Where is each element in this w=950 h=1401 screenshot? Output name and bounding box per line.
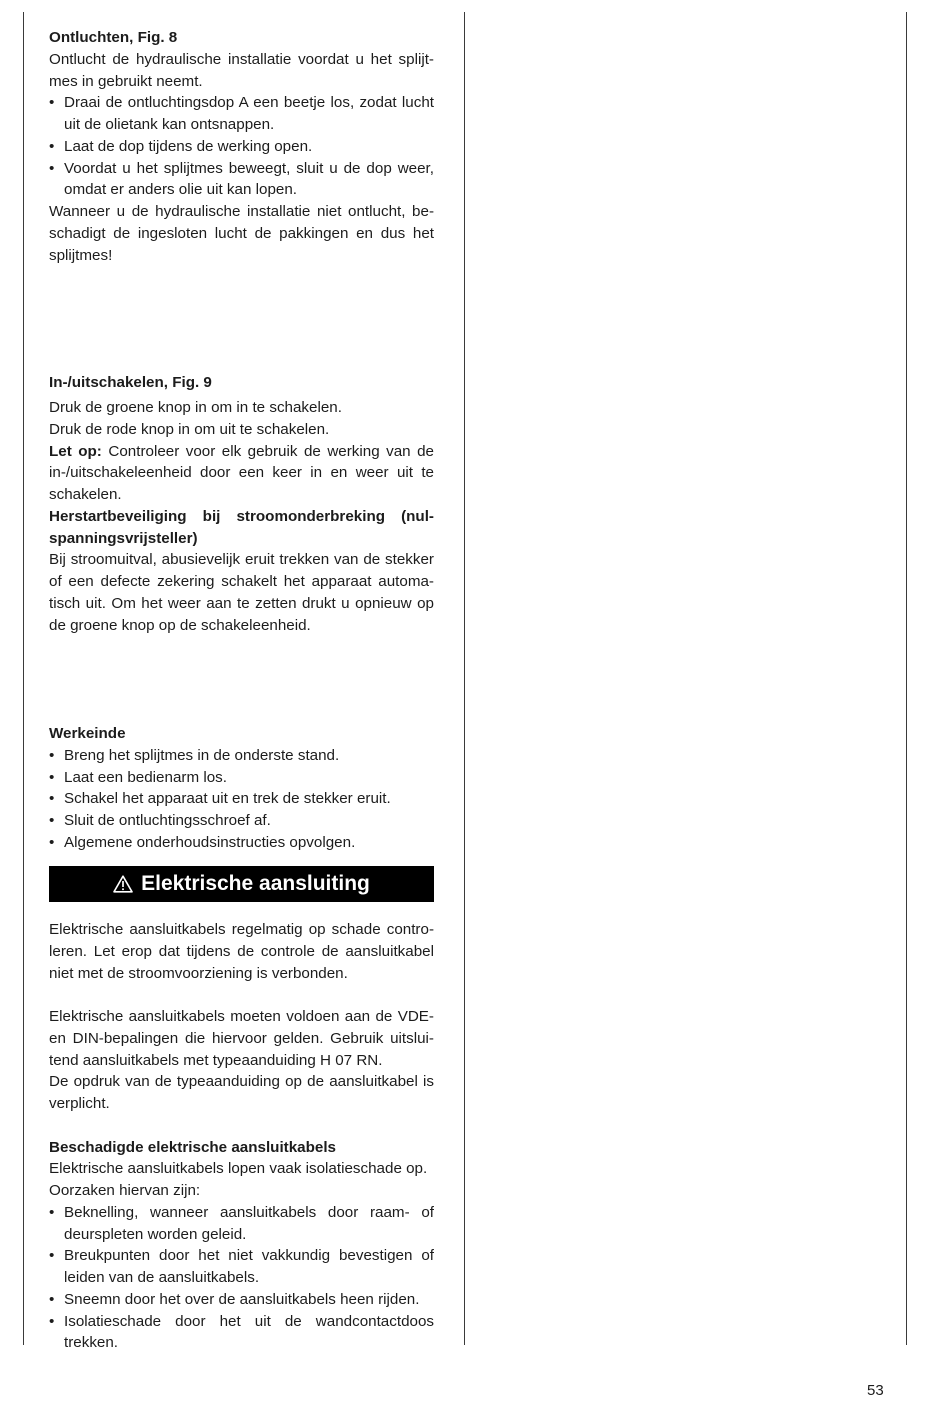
note-paragraph: [49, 441, 434, 506]
text-line: Elektrische aansluitkabels regelmatig op schade contro-: [49, 921, 434, 938]
bullet-icon: •: [49, 790, 55, 808]
list-item: [49, 158, 434, 202]
bullet-icon: •: [49, 1312, 55, 1330]
bullet-icon: •: [49, 833, 55, 851]
section-heading: Werkeinde: [49, 725, 126, 742]
text-line: en DIN-bepalingen die hiervoor gelden. Gebruik uitslui-: [49, 1029, 434, 1047]
list-item: [49, 767, 434, 789]
text-line: leiden van de aansluitkabels.: [64, 1269, 260, 1286]
text-line: Beknelling, wanneer aansluitkabels door raam- of: [64, 1203, 434, 1221]
text-line: uit de olietank kan ontsnappen.: [64, 116, 275, 133]
list-item: [49, 1311, 434, 1355]
text-line: splijtmes!: [49, 246, 113, 264]
paragraph: [49, 1158, 434, 1202]
paragraph: [49, 49, 434, 93]
text-line: Draai de ontluchtingsdop A een beetje los, zodat lucht: [64, 94, 434, 112]
section-schakelen-heading: [49, 372, 434, 394]
paragraph-spacer: [49, 1115, 434, 1137]
section-elektrisch: [49, 919, 434, 1354]
section-ontluchten: [49, 27, 434, 266]
text-line: Oorzaken hiervan zijn:: [49, 1182, 201, 1199]
text-line: Elektrische aansluitkabels moeten voldoen aan de VDE-: [49, 1008, 434, 1025]
bullet-icon: •: [49, 159, 55, 177]
text-line: de groene knop op de schakeleenheid.: [49, 616, 311, 634]
text-line: De opdruk van de typeaanduiding op de aansluitkabel is: [49, 1073, 434, 1091]
section-heading: In-/uitschakelen, Fig. 9: [49, 374, 212, 391]
column-rule-right: [906, 12, 907, 1345]
paragraph: [49, 201, 434, 266]
text-line: schadigt de ingesloten lucht de pakkingen en dus het: [49, 224, 434, 242]
list-item: [49, 1245, 434, 1289]
text-line: spanningsvrijsteller): [49, 529, 198, 547]
section-schakelen: [49, 397, 434, 636]
text-line: niet met de stroomvoorziening is verbonden.: [49, 964, 348, 982]
warning-triangle-icon: [113, 875, 133, 893]
list-item: [49, 832, 434, 854]
text-line: trekken.: [64, 1334, 119, 1352]
text-line: omdat er anders olie uit kan lopen.: [64, 181, 298, 199]
section-heading: Beschadigde elektrische aansluitkabels: [49, 1138, 337, 1156]
text-line: Isolatieschade door het uit de wandcontactdoos: [64, 1312, 434, 1330]
text-line: of een defecte zekering schakelt het apparaat automa-: [49, 573, 434, 590]
bullet-icon: •: [49, 94, 55, 112]
text-line: [49, 441, 434, 463]
note-text: Controleer voor elk gebruik de werking van de: [108, 442, 434, 460]
list-item: [49, 810, 434, 832]
text-line: tend aansluitkabels met typeaanduiding H 07 RN.: [49, 1051, 383, 1069]
bullet-icon: •: [49, 1247, 55, 1265]
list-item: [49, 745, 434, 767]
section-banner: [49, 866, 434, 902]
subheading: [49, 506, 434, 550]
bullet-icon: •: [49, 1203, 55, 1221]
text-line: tisch uit. Om het weer aan te zetten drukt u opnieuw op: [49, 594, 434, 612]
text-line: Druk de rode knop in om uit te schakelen.: [49, 420, 330, 438]
text-line: Breukpunten door het niet vakkundig bevestigen of: [64, 1247, 434, 1265]
text-line: deurspleten worden geleid.: [64, 1225, 247, 1243]
text-line: Sneemn door het over de aansluitkabels heen rijden.: [64, 1290, 420, 1308]
text-line: schakelen.: [49, 486, 122, 503]
bullet-icon: •: [49, 768, 55, 786]
text-line: Sluit de ontluchtingsschroef af.: [64, 812, 271, 829]
section-heading: Ontluchten, Fig. 8: [49, 29, 178, 46]
text-line: verplicht.: [49, 1095, 110, 1112]
bullet-icon: •: [49, 812, 55, 829]
banner-title: Elektrische aansluiting: [141, 872, 370, 895]
text-line: Wanneer u de hydraulische installatie niet ontlucht, be-: [49, 203, 434, 220]
list-item: [49, 92, 434, 136]
text-line: Herstartbeveiliging bij stroomonderbreking (nul-: [49, 507, 434, 525]
paragraph-spacer: [49, 984, 434, 1006]
text-line: mes in gebruikt neemt.: [49, 72, 203, 90]
list-item: [49, 1202, 434, 1246]
text-line: Laat een bedienarm los.: [64, 768, 227, 786]
bullet-icon: •: [49, 137, 55, 155]
paragraph: [49, 1006, 434, 1071]
bullet-icon: •: [49, 746, 55, 764]
text-line: Druk de groene knop in om in te schakelen.: [49, 399, 342, 416]
text-line: Algemene onderhoudsinstructies opvolgen.: [64, 833, 356, 851]
text-line: Voordat u het splijtmes beweegt, sluit u de dop weer,: [64, 159, 434, 177]
note-label: Let op:: [49, 442, 102, 460]
list-item: [49, 136, 434, 158]
section-werkeinde: [49, 723, 434, 854]
text-line: Breng het splijtmes in de onderste stand.: [64, 746, 340, 764]
text-line: Laat de dop tijdens de werking open.: [64, 137, 313, 155]
text-line: Ontlucht de hydraulische installatie voordat u het splijt-: [49, 50, 434, 68]
text-line: leren. Let erop dat tijdens de controle de aansluitkabel: [49, 942, 434, 960]
list-item: [49, 788, 434, 810]
column-rule-middle: [464, 12, 465, 1345]
text-line: Bij stroomuitval, abusievelijk eruit trekken van de stekker: [49, 551, 434, 569]
paragraph: [49, 549, 434, 636]
text-line: Schakel het apparaat uit en trek de stekker eruit.: [64, 790, 391, 808]
text-line: Elektrische aansluitkabels lopen vaak isolatieschade op.: [49, 1160, 428, 1178]
column-rule-left: [23, 12, 24, 1345]
bullet-icon: •: [49, 1290, 55, 1308]
list-item: [49, 1289, 434, 1311]
paragraph: [49, 919, 434, 984]
paragraph: [49, 1071, 434, 1115]
page-number: 53: [867, 1382, 884, 1399]
text-line: in-/uitschakeleenheid door een keer in en weer uit te: [49, 464, 434, 482]
